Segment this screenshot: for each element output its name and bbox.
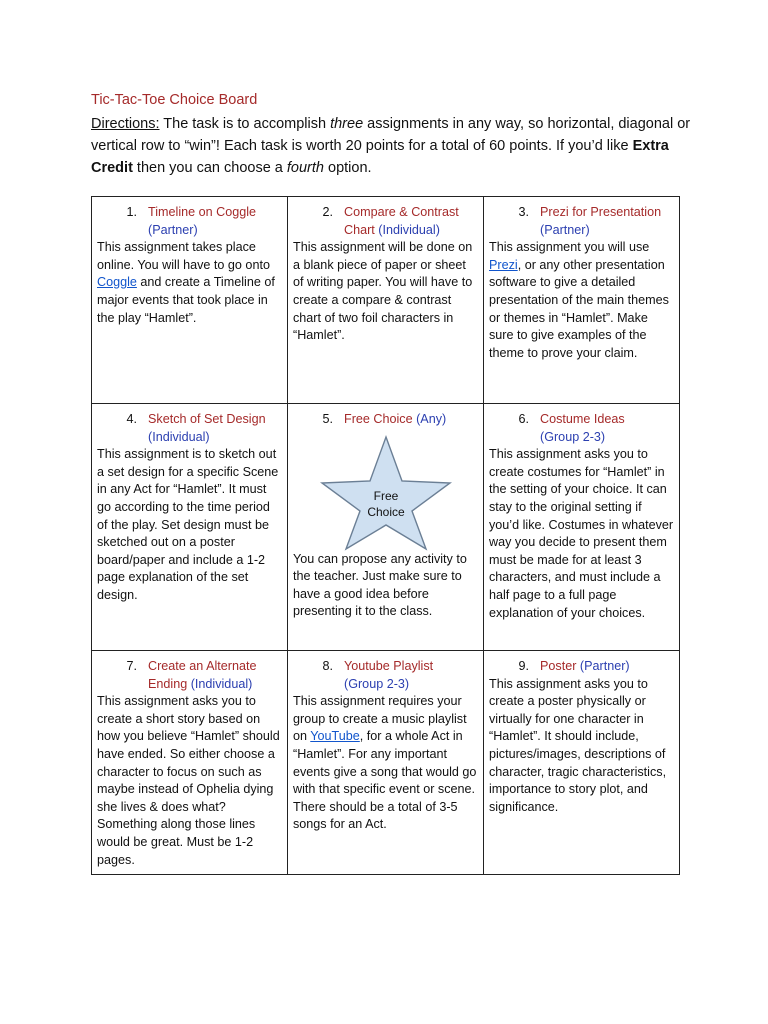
cell-group-tag: (Any) xyxy=(416,412,447,426)
cell-title: Compare & Contrast xyxy=(344,205,459,219)
cell-title: Free Choice xyxy=(344,412,413,426)
cell-description xyxy=(97,239,282,327)
cell-number: 1. xyxy=(126,205,137,219)
cell-text: You can propose any activity to the teacher. Just make sure to have a good idea before presenting it to the class. xyxy=(293,551,467,619)
cell-text: This assignment asks you to create a poster physically or virtually for one character in “Hamlet”. It should include, pictures/images, descriptions of character, tragic characteristics, importance to story plot, and significance. xyxy=(489,676,667,814)
cell-subheading xyxy=(489,222,674,240)
cell-number: 5. xyxy=(322,412,333,426)
cell-description xyxy=(489,676,674,817)
star-label-line2: Choice xyxy=(367,504,405,519)
youtube-link[interactable]: YouTube xyxy=(310,729,360,744)
cell-heading xyxy=(293,204,478,222)
cell-text: This assignment you will use xyxy=(489,240,650,255)
cell-text: , for a whole Act in “Hamlet”. For any important events give a song that would go with that specific event or scene. There should be a total of 3-5 songs for an Act. xyxy=(293,729,477,832)
cell-heading xyxy=(489,204,674,222)
cell-subheading xyxy=(97,676,282,694)
cell-description xyxy=(489,446,674,622)
cell-number: 3. xyxy=(518,205,529,219)
cell-title: Youtube Playlist xyxy=(344,659,434,673)
cell-title: Poster xyxy=(540,659,577,673)
cell-description xyxy=(293,693,478,834)
directions-label: Directions: xyxy=(91,116,160,132)
cell-number: 4. xyxy=(126,412,137,426)
cell-heading xyxy=(489,658,674,676)
cell-subheading xyxy=(97,222,282,240)
directions-paragraph xyxy=(91,113,691,179)
cell-title: Create an Alternate xyxy=(148,659,257,673)
cell-title: Timeline on Coggle xyxy=(148,205,257,219)
cell-group-tag: (Partner) xyxy=(540,222,590,237)
directions-emphasis: three xyxy=(330,116,364,132)
directions-text: then you can choose a xyxy=(132,160,287,176)
board-cell-1 xyxy=(92,197,288,404)
board-cell-2 xyxy=(288,197,484,404)
cell-title: Sketch of Set Design xyxy=(148,412,266,426)
cell-text: This assignment asks you to create a short story based on how you believe “Hamlet” should have ended. So either choose a character to focus on such as maybe instead of Ophelia dying she lives & does what? Something along those lines would be great. Must be 1-2 pages. xyxy=(97,694,280,867)
cell-group-tag: (Individual) xyxy=(190,676,253,691)
board-row xyxy=(92,404,680,651)
cell-number: 7. xyxy=(126,659,137,673)
cell-title-continued: Ending xyxy=(148,676,188,691)
cell-text: This assignment takes place online. You will have to go onto xyxy=(97,240,270,272)
board-cell-4 xyxy=(92,404,288,651)
board-row xyxy=(92,651,680,875)
cell-title: Costume Ideas xyxy=(540,412,625,426)
cell-description xyxy=(489,239,674,362)
cell-heading xyxy=(97,411,282,429)
board-cell-8 xyxy=(288,651,484,875)
star-icon xyxy=(316,433,456,551)
cell-text: and create a Timeline of major events that took place in the play “Hamlet”. xyxy=(97,275,275,325)
cell-text: This assignment asks you to create costumes for “Hamlet” in the setting of your choice. It can stay to the original setting if you’d like. Costumes in whatever way you decide to present them must be made for at least 3 characters, and must include a half page to a full page explanation of your choices. xyxy=(489,447,674,620)
cell-description xyxy=(293,239,478,345)
cell-text: , or any other presentation software to give a detailed presentation of the main themes or themes in “Hamlet”. Make sure to give examples of the theme to prove your claim. xyxy=(489,257,669,360)
cell-number: 8. xyxy=(322,659,333,673)
cell-number: 2. xyxy=(322,205,333,219)
board-cell-7 xyxy=(92,651,288,875)
cell-group-tag: (Group 2-3) xyxy=(344,676,410,691)
cell-heading xyxy=(293,658,478,676)
cell-subheading xyxy=(293,676,478,694)
free-choice-star xyxy=(293,433,479,551)
cell-number: 9. xyxy=(518,659,529,673)
cell-number: 6. xyxy=(518,412,529,426)
choice-board-table xyxy=(91,196,680,875)
extra-credit-bold: Extra Credit xyxy=(91,138,669,176)
cell-heading xyxy=(489,411,674,429)
cell-description xyxy=(97,693,282,869)
cell-text: This assignment requires your group to create a music playlist on xyxy=(293,694,467,744)
board-cell-6 xyxy=(484,404,680,651)
board-row xyxy=(92,197,680,404)
directions-emphasis: fourth xyxy=(286,160,324,176)
cell-text: This assignment is to sketch out a set design for a specific Scene in any Act for “Hamlet”. It must go according to the time period of the play. Set design must be sketched out on a poster board/paper and include a 1-2 page explanation of the set design. xyxy=(97,447,279,602)
cell-text: This assignment will be done on a blank piece of paper or sheet of writing paper. You will have to create a compare & contrast chart of two foil characters in “Hamlet”. xyxy=(293,240,473,343)
cell-subheading xyxy=(293,222,478,240)
cell-title-continued: Chart xyxy=(344,222,375,237)
coggle-link[interactable]: Coggle xyxy=(97,275,137,290)
board-cell-5 xyxy=(288,404,484,651)
cell-group-tag: (Partner) xyxy=(148,222,198,237)
cell-group-tag: (Partner) xyxy=(579,659,630,673)
star-label-line1: Free xyxy=(373,488,399,503)
cell-group-tag: (Group 2-3) xyxy=(540,429,606,444)
directions-text: assignments in any way, so horizontal, diagonal or vertical row to “win”! Each task is worth 20 points for a total of 60 points. If you’d like xyxy=(91,116,691,154)
cell-heading xyxy=(97,658,282,676)
cell-group-tag: (Individual) xyxy=(148,429,210,444)
cell-group-tag: (Individual) xyxy=(378,222,440,237)
board-cell-3 xyxy=(484,197,680,404)
board-cell-9 xyxy=(484,651,680,875)
cell-title: Prezi for Presentation xyxy=(540,205,662,219)
document-title: Tic-Tac-Toe Choice Board xyxy=(91,92,258,108)
cell-subheading xyxy=(97,429,282,447)
directions-text: option. xyxy=(323,160,372,176)
cell-subheading xyxy=(489,429,674,447)
cell-heading xyxy=(97,204,282,222)
cell-description xyxy=(293,551,478,621)
cell-description xyxy=(97,446,282,604)
cell-heading xyxy=(293,411,478,429)
prezi-link[interactable]: Prezi xyxy=(489,257,518,272)
directions-text: The task is to accomplish xyxy=(159,116,331,132)
